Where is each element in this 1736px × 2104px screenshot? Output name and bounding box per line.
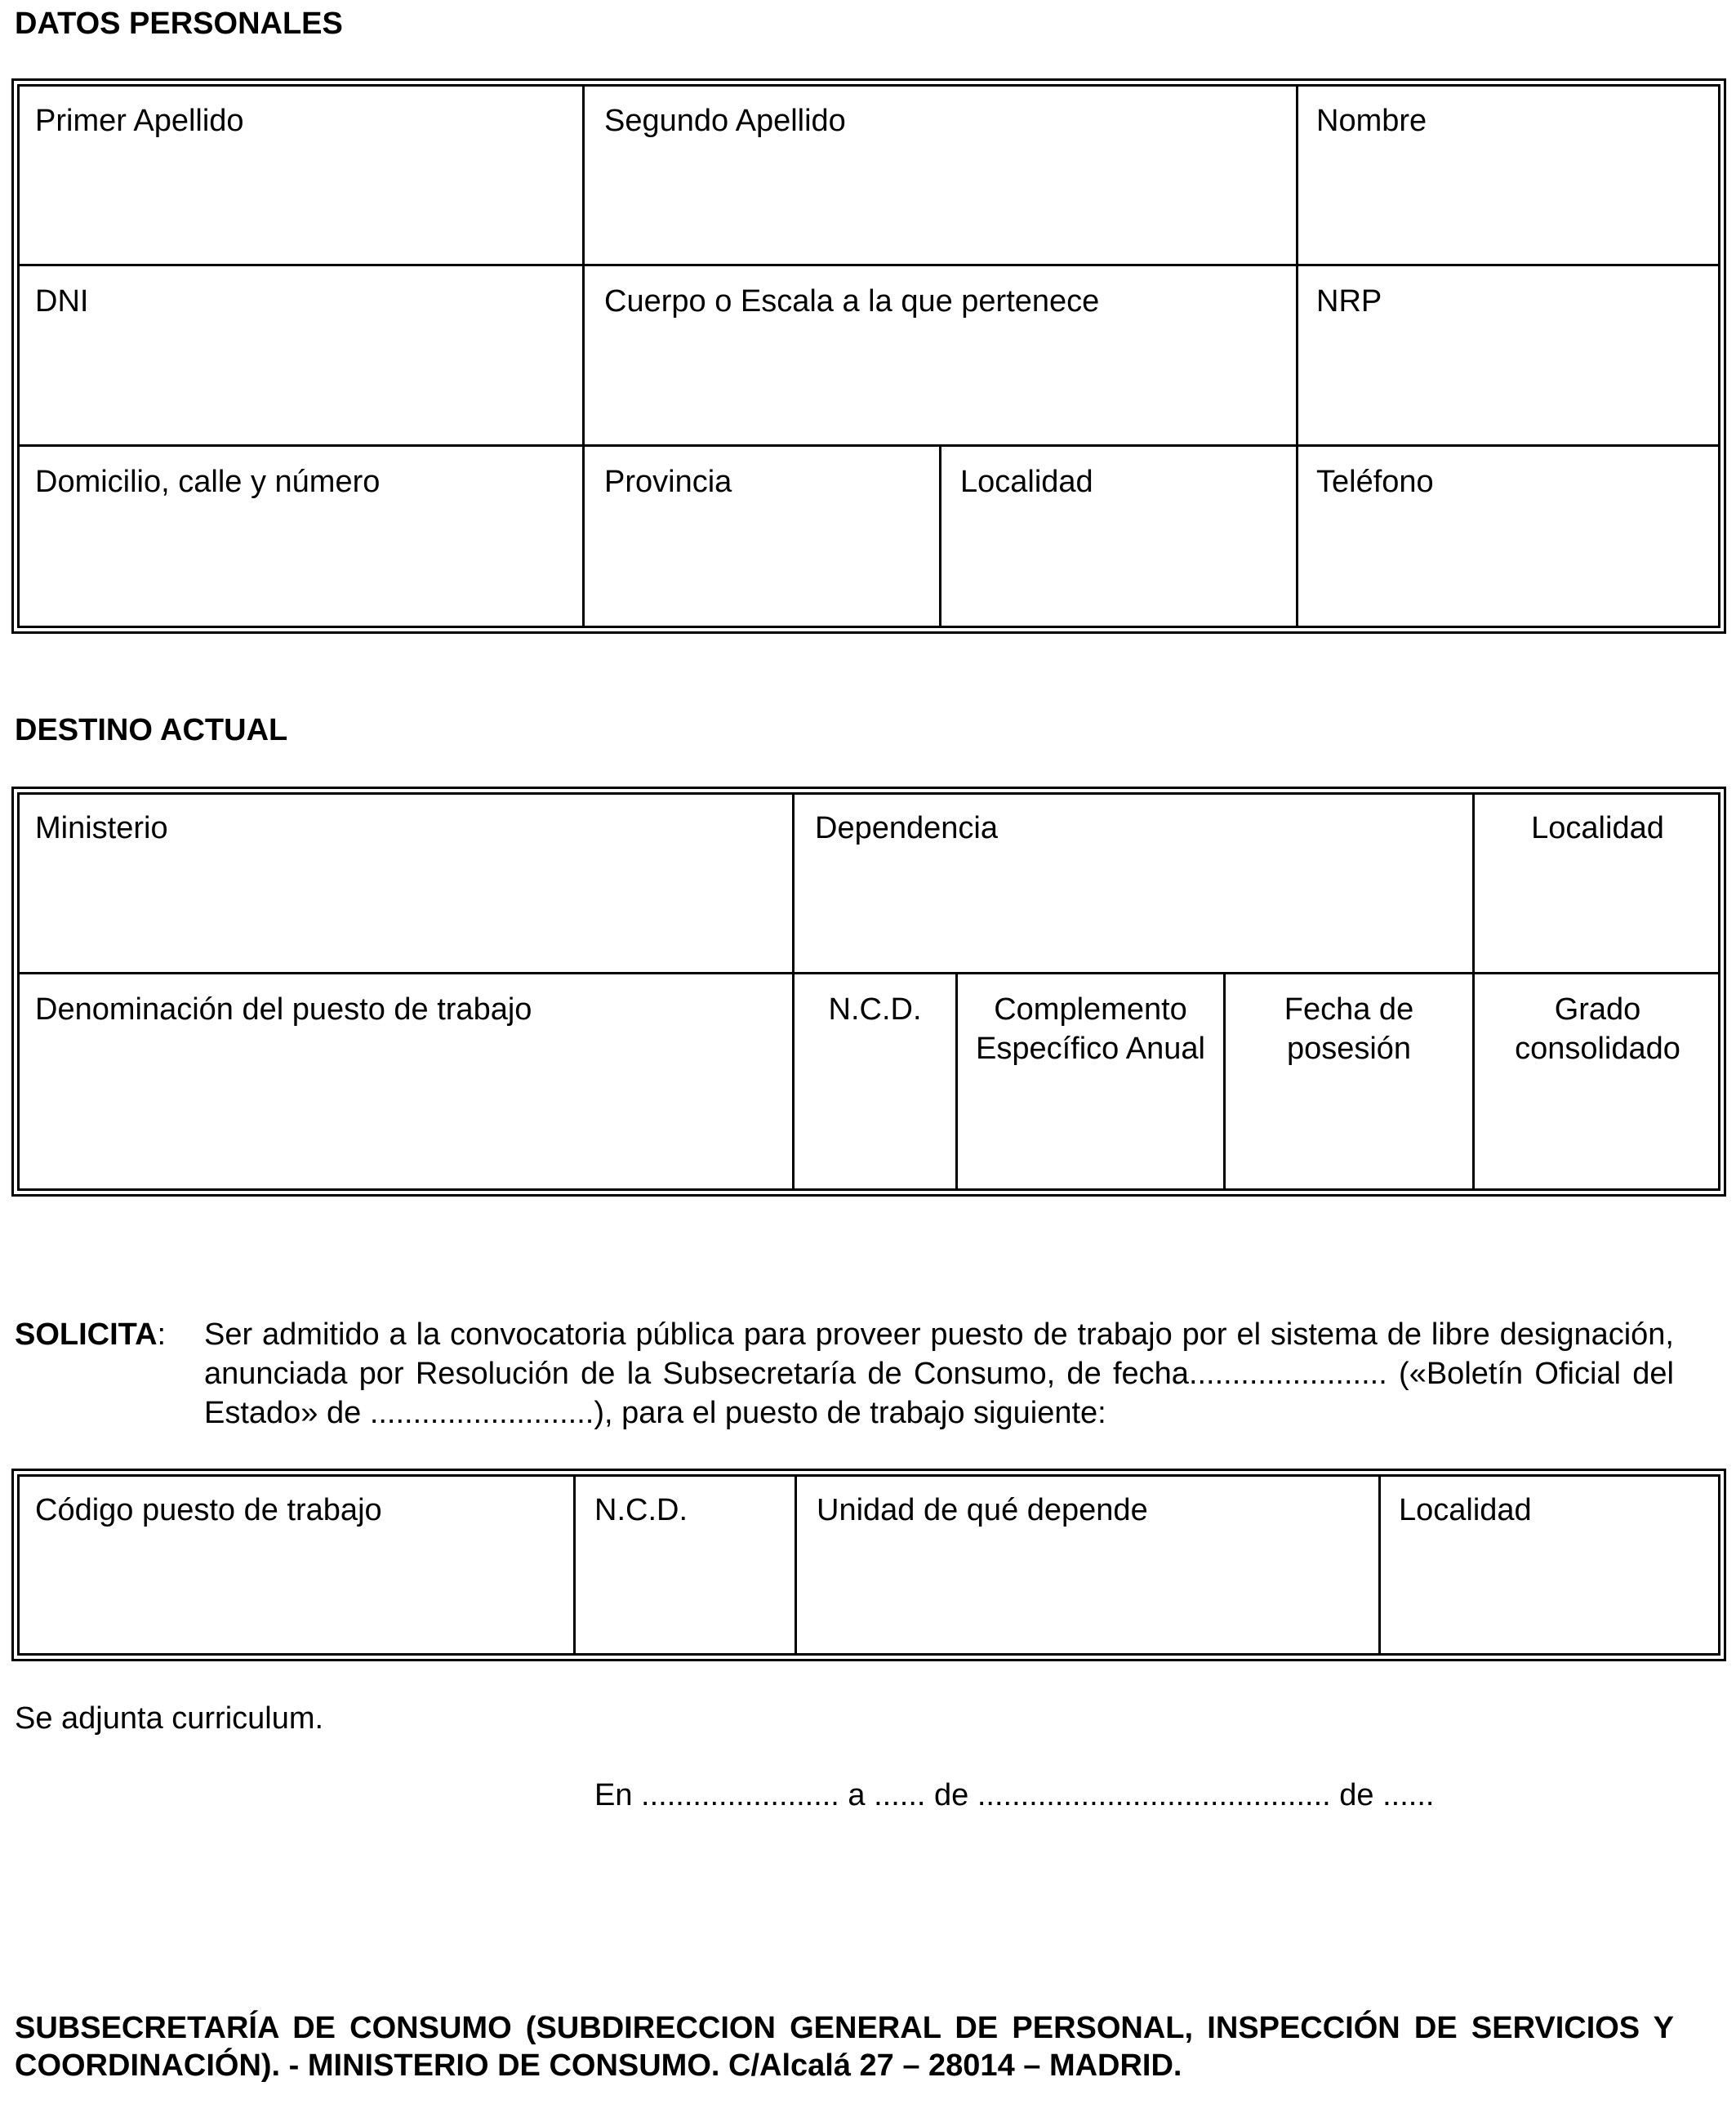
denominacion-label: Denominación del puesto de trabajo — [35, 992, 532, 1027]
domicilio-label: Domicilio, calle y número — [35, 465, 381, 499]
cuerpo-escala-label: Cuerpo o Escala a la que pertenece — [604, 284, 1100, 319]
puesto-localidad-label: Localidad — [1399, 1493, 1532, 1527]
destino-localidad-label: Localidad — [1531, 811, 1664, 845]
adjunta-text: Se adjunta curriculum. — [15, 1701, 324, 1736]
footer-address: SUBSECRETARÍA DE CONSUMO (SUBDIRECCION GENERAL DE PERSONAL, INSPECCIÓN DE SERVICIOS Y COORDINACIÓN). - MINISTERIO DE CONSUMO. C/Alcalá 27 – 28014 – MADRID. — [15, 2011, 1674, 2083]
dni-label: DNI — [35, 284, 89, 319]
solicita-text: Ser admitido a la convocatoria pública para proveer puesto de trabajo por el sistema de libre designación, anunciada por Resolución de la Subsecretaría de Consumo, de fecha....................... («Boletín Oficial del Estado» de ..........................), para el puesto de trabajo siguiente: — [204, 1317, 1674, 1430]
provincia-label: Provincia — [604, 465, 732, 499]
puesto-ncd-label: N.C.D. — [594, 1493, 688, 1527]
solicita-label: SOLICITA: — [15, 1317, 167, 1352]
complemento-label: Complemento Específico Anual — [976, 992, 1205, 1066]
ncd-label: N.C.D. — [828, 992, 922, 1027]
unidad-label: Unidad de qué depende — [817, 1493, 1148, 1527]
destino-actual-heading: DESTINO ACTUAL — [15, 713, 288, 747]
localidad-label: Localidad — [960, 465, 1093, 499]
segundo-apellido-label: Segundo Apellido — [604, 104, 846, 138]
ministerio-label: Ministerio — [35, 811, 168, 845]
telefono-label: Teléfono — [1316, 465, 1434, 499]
dni-field[interactable] — [20, 268, 581, 443]
datos-personales-heading: DATOS PERSONALES — [15, 7, 343, 41]
codigo-label: Código puesto de trabajo — [35, 1493, 382, 1527]
nrp-label: NRP — [1316, 284, 1382, 319]
primer-apellido-label: Primer Apellido — [35, 104, 244, 138]
fecha-posesion-label: Fecha de posesión — [1284, 992, 1414, 1066]
grado-label: Grado consolidado — [1515, 992, 1680, 1066]
nombre-label: Nombre — [1316, 104, 1427, 138]
dependencia-label: Dependencia — [815, 811, 998, 845]
fecha-lugar-line: En ....................... a ...... de ......................................... de ...... — [594, 1778, 1435, 1812]
